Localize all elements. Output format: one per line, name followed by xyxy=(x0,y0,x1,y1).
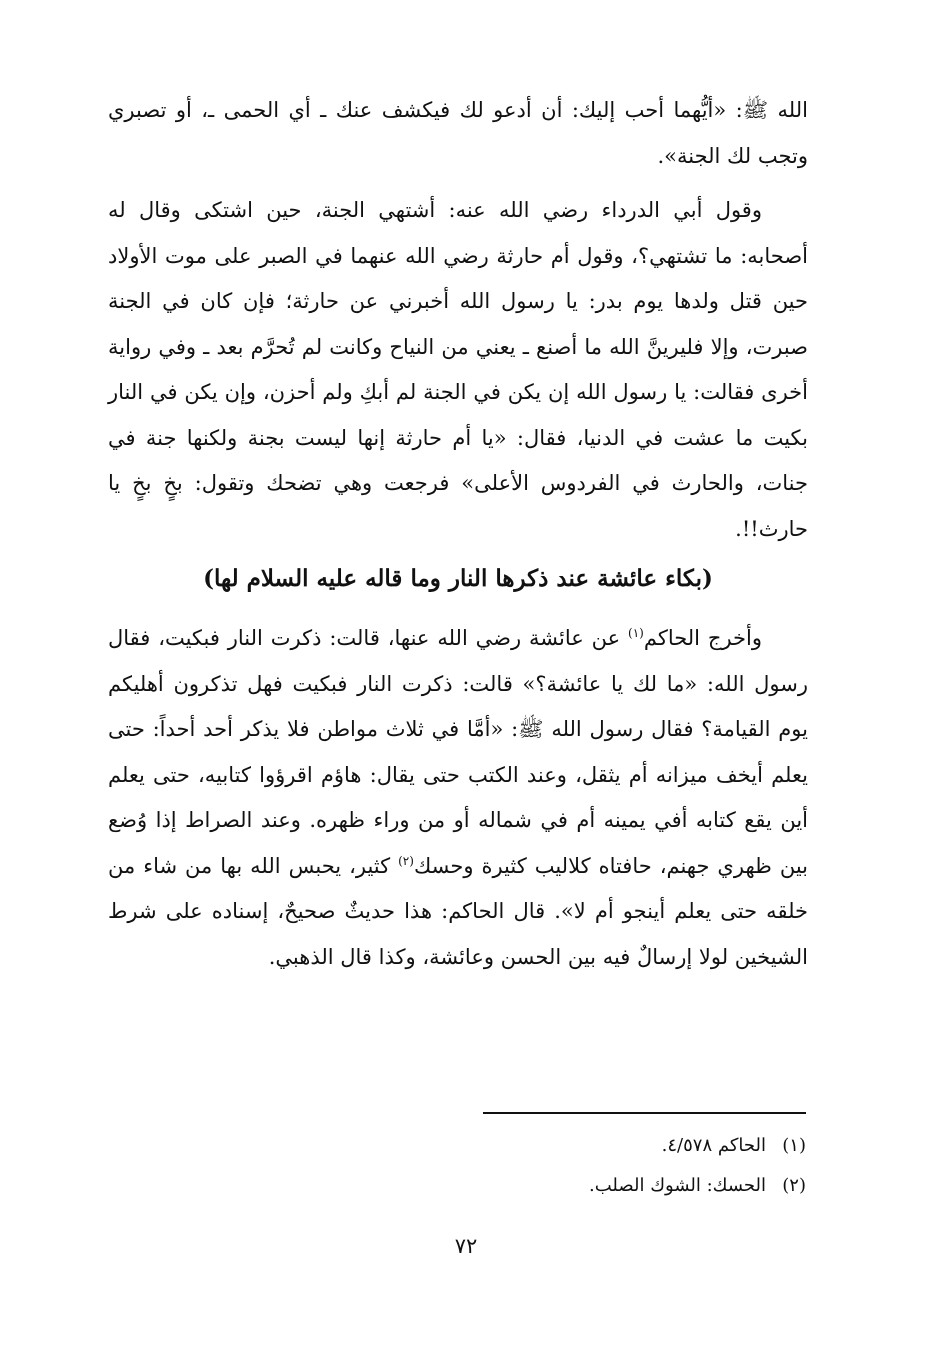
footnote-number: (٢) xyxy=(782,1175,806,1196)
paragraph-2: وقول أبي الدرداء رضي الله عنه: أشتهي الجنة، حين اشتكى وقال له أصحابه: ما تشتهي؟، وقول أم حارثة رضي الله عنهما في الصبر على موت الأولاد حين قتل ولدها يوم بدر: يا رسول الله أخبرني عن حارثة؛ فإن كان في الجنة صبرت، وإلا فليرينَّ الله ما أصنع ـ يعني من النياح وكانت لم تُحرَّم بعد ـ وفي رواية أخرى فقالت: يا رسول الله إن يكن في الجنة لم أبكِ ولم أحزن، وإن يكن في النار بكيت ما عشت في الدنيا، فقال: «يا أم حارثة إنها ليست بجنة ولكنها جنة في جنات، والحارث في الفردوس الأعلى» فرجعت وهي تضحك وتقول: بخٍ بخٍ يا حارث!!. xyxy=(108,198,808,541)
paragraph-3-middle: عن عائشة رضي الله عنها، قالت: ذكرت النار فبكيت، فقال رسول الله: «ما لك يا عائشة؟» قالت: ذكرت النار فبكيت فهل تذكرون أهليكم يوم القيامة؟ فقال رسول الله ﷺ: «أمَّا في ثلاث مواطن فلا يذكر أحد أحداً: حتى يعلم أيخف ميزانه أم يثقل، وعند الكتب حتى يقال: هاؤم اقرؤوا كتابيه، حتى يعلم أين يقع كتابه أفي يمينه أم في شماله أو من وراء ظهره. وعند الصراط إذا وُضع بين ظهري جهنم، حافتاه كلاليب كثيرة وحسك xyxy=(108,626,808,878)
paragraph-3-start: وأخرج الحاكم xyxy=(643,626,762,650)
section-heading: (بكاء عائشة عند ذكرها النار وما قاله عليه السلام لها) xyxy=(203,565,713,592)
footnote-divider xyxy=(483,1112,806,1114)
footnote-text: الحاكم ٤/٥٧٨. xyxy=(661,1135,766,1156)
paragraph-abu-darda xyxy=(108,188,808,552)
paragraph-3 xyxy=(108,616,808,980)
footnotes xyxy=(400,1126,806,1206)
footnote-number: (١) xyxy=(782,1135,806,1156)
paragraph-aisha xyxy=(108,616,808,980)
footnote-text: الحسك: الشوك الصلب. xyxy=(589,1175,766,1196)
paragraph-3-end: كثير، يحبس الله بها من شاء من خلقه حتى يعلم أينجو أم لا». قال الحاكم: هذا حديثٌ صحيحٌ، إسناده على شرط الشيخين لولا إرسالٌ فيه بين الحسن وعائشة، وكذا قال الذهبي. xyxy=(108,853,808,969)
page-number: ٧٢ xyxy=(454,1234,478,1258)
footnote-ref-2[interactable]: (٢) xyxy=(398,853,414,868)
footnote-1 xyxy=(400,1126,806,1166)
paragraph-continuation xyxy=(108,88,808,179)
footnote-ref-1[interactable]: (١) xyxy=(628,626,644,640)
footnote-2 xyxy=(400,1166,806,1206)
paragraph-1: الله ﷺ: «أيُّهما أحب إليك: أن أدعو لك فيكشف عنك ـ أي الحمى ـ، أو تصبري وتجب لك الجنة». xyxy=(108,98,808,168)
